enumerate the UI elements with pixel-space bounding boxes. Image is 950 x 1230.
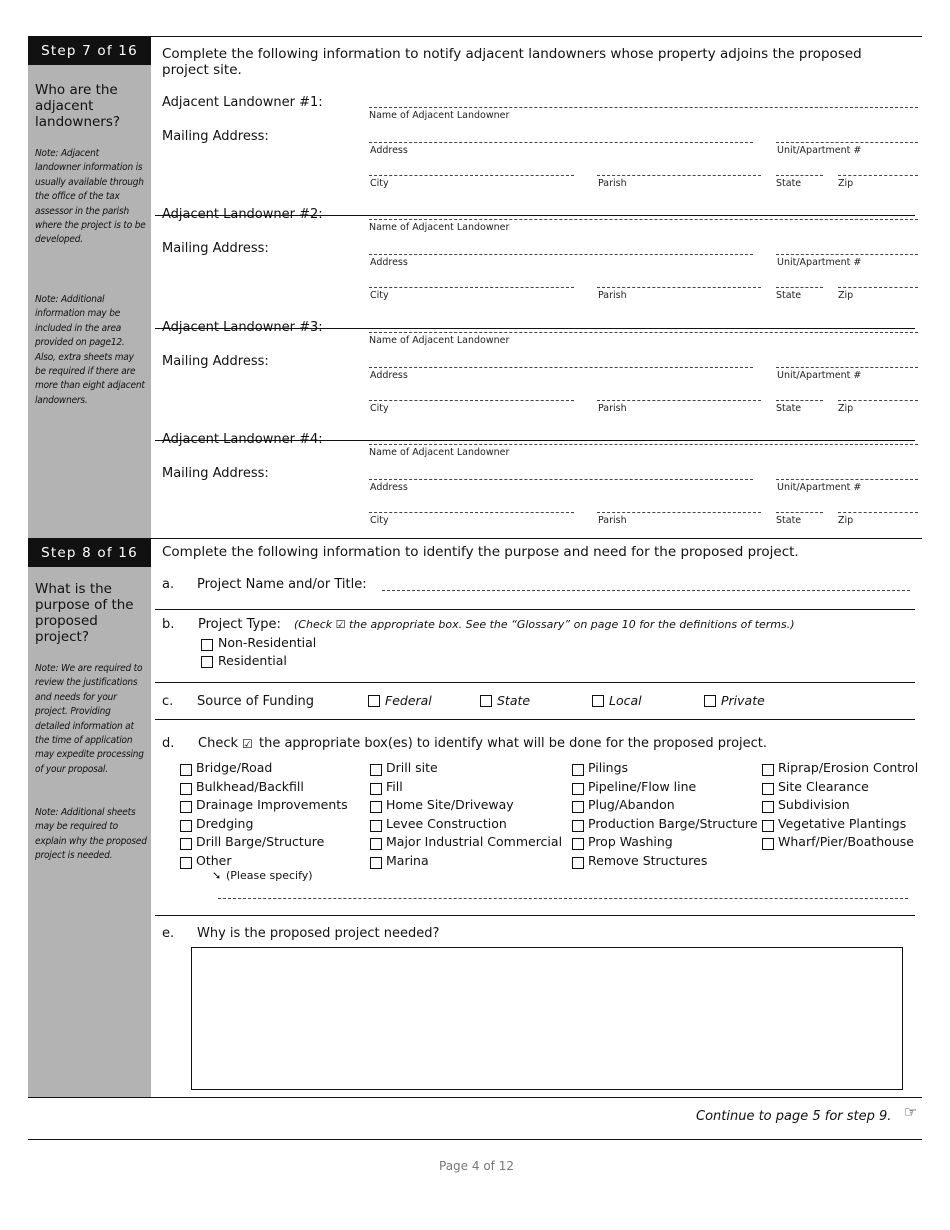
work-type-checkbox[interactable] — [370, 838, 382, 850]
state-field-label: State — [776, 290, 802, 301]
funding-state-label: State — [497, 693, 531, 708]
state-input[interactable] — [776, 287, 823, 288]
work-type-label: Prop Washing — [588, 834, 673, 850]
step8-note-2: Note: Additional sheets may be required to explain why the proposed project is needed. — [35, 807, 147, 862]
zip-field-label: Zip — [838, 178, 854, 189]
specify-label: (Please specify) — [226, 869, 313, 882]
work-type-checkbox[interactable] — [180, 783, 192, 795]
rule-a — [155, 609, 915, 610]
parish-input[interactable] — [597, 512, 761, 513]
page-number: Page 4 of 12 — [439, 1159, 514, 1173]
item-e-letter: e. — [162, 926, 175, 941]
work-type-label: Bridge/Road — [196, 760, 273, 775]
parish-input[interactable] — [597, 175, 761, 176]
mailing-address-label: Mailing Address: — [162, 466, 269, 481]
address-input[interactable] — [369, 479, 753, 480]
funding-federal-checkbox[interactable] — [368, 695, 380, 707]
work-type-label: Bulkhead/Backfill — [196, 778, 304, 794]
landowner-label: Adjacent Landowner #4: — [162, 432, 323, 447]
work-type-label: Drill Barge/Structure — [196, 834, 325, 850]
rule-b — [155, 682, 915, 683]
zip-field-label: Zip — [838, 290, 854, 301]
landowner-name-input[interactable] — [369, 332, 918, 333]
unit-input[interactable] — [776, 367, 918, 368]
work-type-label: Subdivision — [778, 797, 850, 813]
name-field-label: Name of Adjacent Landowner — [369, 110, 510, 121]
residential-checkbox[interactable] — [201, 656, 213, 668]
item-a-letter: a. — [162, 577, 175, 592]
landowner-name-input[interactable] — [369, 107, 918, 108]
work-type-label: Major Industrial Commercial — [386, 834, 563, 850]
funding-private-label: Private — [721, 693, 765, 708]
item-d-letter: d. — [162, 736, 175, 751]
work-type-checkbox[interactable] — [180, 801, 192, 813]
city-input[interactable] — [369, 287, 574, 288]
work-type-checkbox[interactable] — [572, 764, 584, 776]
work-type-label: Site Clearance — [778, 778, 869, 794]
funding-private-checkbox[interactable] — [704, 695, 716, 707]
mailing-address-label: Mailing Address: — [162, 241, 269, 256]
parish-field-label: Parish — [598, 403, 627, 414]
work-type-label: Drainage Improvements — [196, 797, 348, 813]
city-input[interactable] — [369, 175, 574, 176]
work-type-checkbox[interactable] — [370, 801, 382, 813]
mailing-address-label: Mailing Address: — [162, 129, 269, 144]
continue-note: Continue to page 5 for step 9. — [696, 1109, 892, 1124]
step8-top-rule — [28, 538, 922, 539]
work-type-checkbox[interactable] — [572, 820, 584, 832]
funding-state-checkbox[interactable] — [480, 695, 492, 707]
work-type-label: Fill — [386, 778, 403, 794]
name-field-label: Name of Adjacent Landowner — [369, 447, 510, 458]
step8-intro: Complete the following information to identify the purpose and need for the proposed project. — [162, 544, 799, 560]
work-type-checkbox[interactable] — [370, 857, 382, 869]
landowner-label: Adjacent Landowner #1: — [162, 95, 323, 110]
state-input[interactable] — [776, 400, 823, 401]
item-b-letter: b. — [162, 617, 175, 632]
work-type-label: Production Barge/Structure — [588, 815, 758, 831]
work-type-checkbox[interactable] — [762, 820, 774, 832]
non-residential-checkbox[interactable] — [201, 639, 213, 651]
address-field-label: Address — [370, 482, 408, 493]
city-field-label: City — [370, 515, 389, 526]
work-type-label: Marina — [386, 853, 429, 868]
work-check-instruction: the appropriate box(es) to identify what will be done for the proposed project. — [259, 736, 768, 751]
work-type-checkbox[interactable] — [370, 783, 382, 795]
parish-field-label: Parish — [598, 290, 627, 301]
work-type-label: Pilings — [588, 760, 629, 775]
step7-question: Who are the adjacent landowners? — [35, 82, 121, 130]
step7-note-1: Note: Adjacent landowner information is usually available through the office of the tax assessor in the parish where the project is to be developed. — [35, 148, 146, 246]
zip-input[interactable] — [838, 287, 918, 288]
need-label: Why is the proposed project needed? — [197, 926, 440, 941]
item-c-letter: c. — [162, 694, 174, 709]
work-type-label: Other — [196, 853, 232, 868]
step8-bottom-rule — [28, 1097, 922, 1098]
rule-c — [155, 719, 915, 720]
project-type-label: Project Type: — [198, 617, 281, 632]
project-type-hint: (Check ☑ the appropriate box. See the “Glossary” on page 10 for the definitions of terms.) — [294, 618, 795, 631]
landowner-name-input[interactable] — [369, 219, 918, 220]
city-input[interactable] — [369, 512, 574, 513]
step7-note-2: Note: Additional information may be included in the area provided on page12. Also, extra sheets may be required if there are more than eight adjacent landowners. — [35, 294, 145, 406]
city-input[interactable] — [369, 400, 574, 401]
work-type-label: Pipeline/Flow line — [588, 778, 697, 794]
city-field-label: City — [370, 290, 389, 301]
funding-federal-label: Federal — [385, 693, 432, 708]
footer-rule — [28, 1139, 922, 1140]
rule-d — [155, 915, 915, 916]
address-input[interactable] — [369, 254, 753, 255]
address-field-label: Address — [370, 145, 408, 156]
work-type-checkbox[interactable] — [572, 783, 584, 795]
work-type-checkbox[interactable] — [180, 838, 192, 850]
zip-input[interactable] — [838, 175, 918, 176]
work-type-checkbox[interactable] — [762, 764, 774, 776]
zip-input[interactable] — [838, 512, 918, 513]
work-type-checkbox[interactable] — [572, 838, 584, 850]
work-type-checkbox[interactable] — [180, 820, 192, 832]
work-type-checkbox[interactable] — [370, 820, 382, 832]
work-type-checkbox[interactable] — [572, 801, 584, 813]
check-mark-icon: ☑ — [242, 737, 253, 751]
name-field-label: Name of Adjacent Landowner — [369, 335, 510, 346]
work-type-label: Drill site — [386, 760, 438, 775]
work-type-checkbox[interactable] — [572, 857, 584, 869]
work-type-label: Vegetative Plantings — [778, 815, 907, 831]
work-type-checkbox[interactable] — [762, 783, 774, 795]
zip-input[interactable] — [838, 400, 918, 401]
need-textarea[interactable] — [191, 947, 903, 1090]
address-field-label: Address — [370, 370, 408, 381]
step8-note-1: Note: We are required to review the justifications and needs for your project. Providing detailed information at the time of application may expedite processing of your proposal. — [35, 663, 144, 775]
work-type-label: Plug/Abandon — [588, 797, 675, 813]
address-input[interactable] — [369, 142, 753, 143]
unit-input[interactable] — [776, 254, 918, 255]
parish-input[interactable] — [597, 400, 761, 401]
address-field-label: Address — [370, 257, 408, 268]
pointing-hand-icon: ☞ — [904, 1103, 918, 1121]
work-type-label: Riprap/Erosion Control — [778, 760, 919, 775]
specify-arrow-icon: ➘ — [212, 869, 222, 882]
mailing-address-label: Mailing Address: — [162, 354, 269, 369]
work-type-checkbox[interactable] — [762, 801, 774, 813]
parish-input[interactable] — [597, 287, 761, 288]
state-input[interactable] — [776, 512, 823, 513]
step7-header: Step 7 of 16 — [28, 37, 151, 65]
state-field-label: State — [776, 178, 802, 189]
unit-field-label: Unit/Apartment # — [777, 257, 862, 268]
state-input[interactable] — [776, 175, 823, 176]
step8-question: What is the purpose of the proposed project? — [35, 581, 134, 645]
other-specify-input[interactable] — [218, 898, 908, 899]
residential-label: Residential — [218, 653, 287, 668]
step7-intro: Complete the following information to notify adjacent landowners whose property adjoins the proposed project site. — [162, 46, 862, 78]
landowner-label: Adjacent Landowner #3: — [162, 320, 323, 335]
parish-field-label: Parish — [598, 178, 627, 189]
city-field-label: City — [370, 403, 389, 414]
work-type-label: Dredging — [196, 815, 254, 831]
step8-header: Step 8 of 16 — [28, 539, 151, 567]
work-type-label: Home Site/Driveway — [386, 797, 514, 813]
landowner-label: Adjacent Landowner #2: — [162, 207, 323, 222]
project-name-label: Project Name and/or Title: — [197, 577, 367, 592]
work-check-label: Check — [198, 736, 238, 751]
project-name-input[interactable] — [382, 590, 910, 591]
work-type-label: Remove Structures — [588, 853, 708, 868]
work-type-checkbox[interactable] — [180, 857, 192, 869]
unit-input[interactable] — [776, 142, 918, 143]
parish-field-label: Parish — [598, 515, 627, 526]
state-field-label: State — [776, 403, 802, 414]
zip-field-label: Zip — [838, 515, 854, 526]
non-residential-label: Non-Residential — [218, 635, 317, 650]
name-field-label: Name of Adjacent Landowner — [369, 222, 510, 233]
work-type-checkbox[interactable] — [762, 838, 774, 850]
zip-field-label: Zip — [838, 403, 854, 414]
step7-top-rule — [28, 36, 922, 37]
work-type-checkbox[interactable] — [180, 764, 192, 776]
address-input[interactable] — [369, 367, 753, 368]
unit-field-label: Unit/Apartment # — [777, 370, 862, 381]
unit-field-label: Unit/Apartment # — [777, 145, 862, 156]
work-type-checkbox[interactable] — [370, 764, 382, 776]
work-type-label: Levee Construction — [386, 815, 507, 831]
city-field-label: City — [370, 178, 389, 189]
funding-label: Source of Funding — [197, 694, 315, 709]
funding-local-checkbox[interactable] — [592, 695, 604, 707]
work-type-label: Wharf/Pier/Boathouse — [778, 834, 914, 850]
unit-field-label: Unit/Apartment # — [777, 482, 862, 493]
state-field-label: State — [776, 515, 802, 526]
unit-input[interactable] — [776, 479, 918, 480]
landowner-name-input[interactable] — [369, 444, 918, 445]
funding-local-label: Local — [609, 693, 642, 708]
